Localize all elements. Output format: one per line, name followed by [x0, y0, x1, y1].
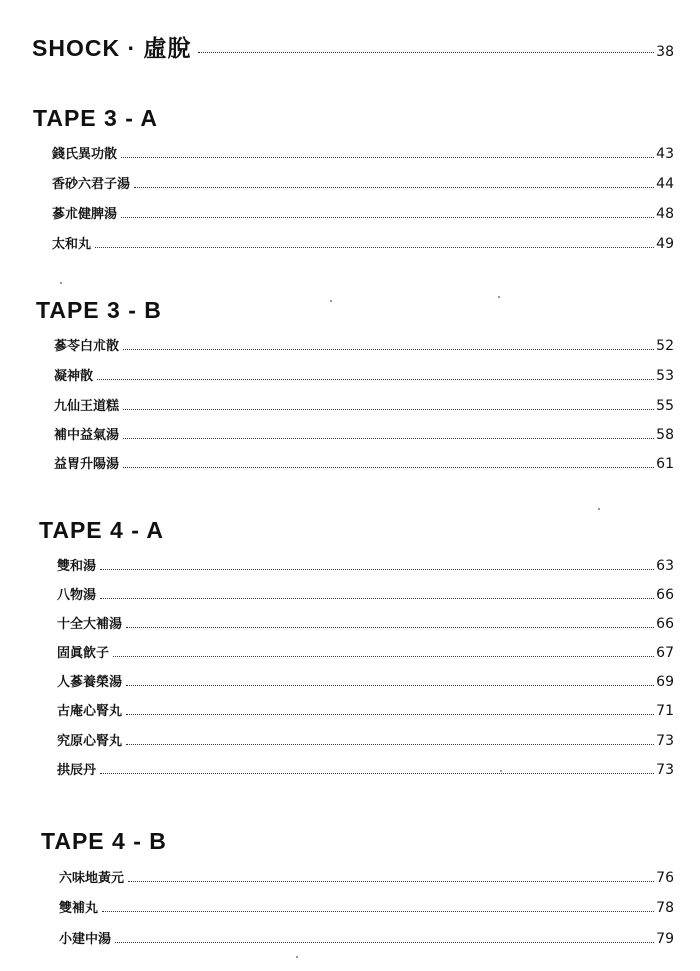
entry-label: 香砂六君子湯: [52, 177, 131, 192]
scan-speck: [598, 508, 600, 510]
dot-leader: [126, 626, 654, 628]
toc-entry[interactable]: [54, 396, 674, 416]
dot-leader: [121, 216, 654, 218]
page-number: 38: [656, 44, 674, 60]
page-number: 53: [656, 368, 674, 384]
dot-leader: [126, 684, 654, 686]
dot-leader: [198, 51, 655, 53]
scan-speck: [60, 282, 62, 284]
section-title-tape-4a: TAPE 4 - A: [39, 517, 165, 543]
entry-label: 人蔘養榮湯: [57, 675, 123, 690]
page-number: 78: [656, 900, 674, 916]
dot-leader: [126, 743, 654, 745]
toc-entry[interactable]: [57, 731, 674, 751]
toc-entry[interactable]: [57, 614, 674, 634]
dot-leader: [95, 246, 654, 248]
dot-leader: [123, 348, 654, 350]
toc-entry[interactable]: [59, 898, 674, 918]
page-number: 52: [656, 338, 674, 354]
dot-leader: [97, 378, 654, 380]
page-number: 76: [656, 870, 674, 886]
dot-leader: [102, 910, 654, 912]
dot-leader: [123, 437, 654, 439]
entry-label: 八物湯: [57, 588, 97, 603]
entry-label: 九仙王道糕: [54, 399, 120, 414]
toc-entry[interactable]: [52, 174, 674, 194]
page-number: 49: [656, 236, 674, 252]
dot-leader: [128, 880, 654, 882]
toc-entry[interactable]: [57, 585, 674, 605]
section-title-tape-3a: TAPE 3 - A: [33, 105, 159, 131]
page-number: 71: [656, 703, 674, 719]
dot-leader: [123, 466, 654, 468]
toc-entry[interactable]: [57, 672, 674, 692]
page-number: 58: [656, 427, 674, 443]
page-number: 61: [656, 456, 674, 472]
page-number: 73: [656, 762, 674, 778]
toc-entry[interactable]: [57, 701, 674, 721]
dot-leader: [100, 568, 654, 570]
dot-leader: [123, 408, 654, 410]
toc-entry[interactable]: [54, 366, 674, 386]
entry-label: 補中益氣湯: [54, 428, 120, 443]
entry-label: 雙和湯: [57, 559, 97, 574]
page-number: 43: [656, 146, 674, 162]
dot-leader: [115, 941, 654, 943]
toc-entry[interactable]: [54, 454, 674, 474]
toc-entry[interactable]: [52, 234, 674, 254]
dot-leader: [121, 156, 654, 158]
toc-entry-shock[interactable]: [32, 30, 674, 60]
shock-heading: SHOCK · 虛脫: [32, 35, 192, 61]
scan-speck: [498, 296, 500, 298]
toc-entry[interactable]: [52, 144, 674, 164]
entry-label: 拱辰丹: [57, 763, 97, 778]
page-number: 66: [656, 616, 674, 632]
entry-label: 小建中湯: [59, 932, 112, 947]
dot-leader: [126, 713, 654, 715]
page-number: 79: [656, 931, 674, 947]
page-number: 44: [656, 176, 674, 192]
page-number: 48: [656, 206, 674, 222]
entry-label: 蔘苓白朮散: [54, 339, 120, 354]
page-number: 67: [656, 645, 674, 661]
entry-label: 太和丸: [52, 237, 92, 252]
entry-label: 錢氏異功散: [52, 147, 118, 162]
entry-label: 究原心腎丸: [57, 734, 123, 749]
entry-label: 蔘朮健脾湯: [52, 207, 118, 222]
toc-entry[interactable]: [59, 868, 674, 888]
page-number: 55: [656, 398, 674, 414]
toc-entry[interactable]: [54, 336, 674, 356]
toc-entry[interactable]: [52, 204, 674, 224]
toc-entry[interactable]: [57, 643, 674, 663]
dot-leader: [100, 772, 654, 774]
entry-label: 古庵心腎丸: [57, 704, 123, 719]
scan-speck: [330, 300, 332, 302]
toc-entry[interactable]: [59, 929, 674, 949]
toc-entry[interactable]: [54, 425, 674, 445]
section-title-tape-4b: TAPE 4 - B: [41, 828, 167, 854]
dot-leader: [134, 186, 654, 188]
dot-leader: [100, 597, 654, 599]
entry-label: 固眞飮子: [57, 646, 110, 661]
entry-label: 凝神散: [54, 369, 94, 384]
entry-label: 六味地黃元: [59, 871, 125, 886]
page-number: 73: [656, 733, 674, 749]
page-number: 69: [656, 674, 674, 690]
entry-label: 益胃升陽湯: [54, 457, 120, 472]
toc-entry[interactable]: [57, 760, 674, 780]
scan-speck: [296, 956, 298, 958]
dot-leader: [113, 655, 654, 657]
page-number: 66: [656, 587, 674, 603]
scan-speck: [500, 770, 502, 772]
section-title-tape-3b: TAPE 3 - B: [36, 297, 162, 323]
entry-label: 十全大補湯: [57, 617, 123, 632]
page-number: 63: [656, 558, 674, 574]
toc-entry[interactable]: [57, 556, 674, 576]
entry-label: 雙補丸: [59, 901, 99, 916]
